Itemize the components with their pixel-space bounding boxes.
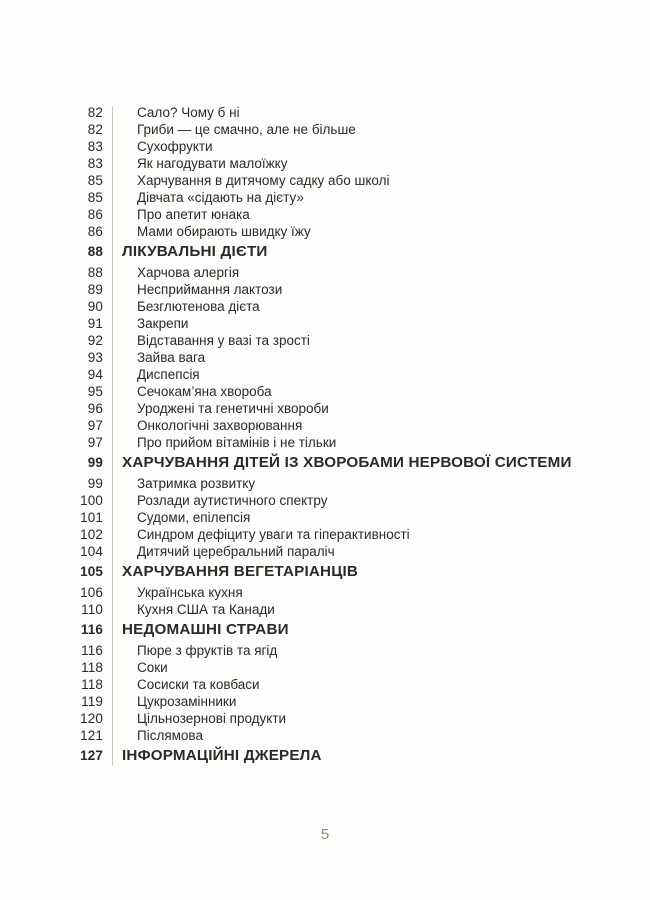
toc-entry-title: Українська кухня	[137, 585, 243, 600]
toc-entry-page-number: 110	[81, 602, 103, 617]
toc-entry-title: Цукрозамінники	[137, 694, 237, 709]
toc-entry-page-number: 101	[80, 510, 103, 525]
toc-entry-page-number: 119	[81, 694, 103, 709]
toc-entry-title: ХАРЧУВАННЯ ДІТЕЙ ІЗ ХВОРОБАМИ НЕРВОВОЇ СИСТЕМИ	[122, 454, 572, 471]
toc-entry-page-number: 91	[87, 316, 103, 331]
toc-entry-page-number: 97	[87, 418, 103, 433]
toc-section-heading[interactable]	[0, 240, 650, 264]
toc-entry-title: ЛІКУВАЛЬНІ ДІЄТИ	[122, 243, 268, 260]
toc-entry-title: Безглютенова дієта	[137, 299, 260, 314]
toc-entry[interactable]	[0, 601, 650, 618]
toc-entry-title: Затримка розвитку	[137, 476, 256, 491]
toc-entry[interactable]	[0, 509, 650, 526]
toc-entry[interactable]	[0, 332, 650, 349]
toc-entry-page-number: 88	[87, 244, 103, 259]
toc-entry-page-number: 82	[87, 122, 103, 137]
toc-entry-page-number: 116	[80, 622, 103, 637]
toc-entry-title: Післямова	[137, 728, 203, 743]
toc-entry-page-number: 99	[87, 476, 103, 491]
toc-entry[interactable]	[0, 642, 650, 659]
toc-entry-title: Харчування в дитячому садку або школі	[137, 173, 390, 188]
toc-entry-page-number: 90	[87, 299, 103, 314]
toc-entry-title: Судоми, епілепсія	[137, 510, 251, 525]
toc-section-heading[interactable]	[0, 744, 650, 768]
toc-entry-title: Диспепсія	[137, 367, 200, 382]
toc-entry[interactable]	[0, 104, 650, 121]
toc-entry-title: Дитячий церебральний параліч	[137, 544, 335, 559]
toc-entry[interactable]	[0, 223, 650, 240]
toc-entry[interactable]	[0, 315, 650, 332]
toc-entry-page-number: 86	[87, 224, 103, 239]
toc-entry-page-number: 83	[87, 139, 103, 154]
toc-entry-page-number: 118	[81, 677, 103, 692]
toc-entry-title: Синдром дефіциту уваги та гіперактивності	[137, 527, 410, 542]
toc-entry-page-number: 96	[87, 401, 103, 416]
toc-entry-page-number: 92	[87, 333, 103, 348]
toc-entry-title: Як нагодувати малоїжку	[137, 156, 288, 171]
toc-entry[interactable]	[0, 383, 650, 400]
toc-entry[interactable]	[0, 366, 650, 383]
toc-entry-page-number: 100	[80, 493, 103, 508]
toc-section-heading[interactable]	[0, 560, 650, 584]
toc-entry-title: ХАРЧУВАННЯ ВЕГЕТАРІАНЦІВ	[122, 563, 359, 580]
toc-entry[interactable]	[0, 417, 650, 434]
page-number-folio: 5	[320, 826, 330, 843]
toc-entry-title: Цільнозернові продукти	[137, 711, 287, 726]
toc-entry[interactable]	[0, 727, 650, 744]
toc-entry-title: Про прийом вітамінів і не тільки	[137, 435, 337, 450]
toc-entry-page-number: 85	[87, 173, 103, 188]
toc-entry[interactable]	[0, 206, 650, 223]
toc-entry-title: Пюре з фруктів та ягід	[137, 643, 278, 658]
toc-section-heading[interactable]	[0, 451, 650, 475]
toc-entry-title: Сало? Чому б ні	[137, 105, 240, 120]
toc-entry[interactable]	[0, 526, 650, 543]
toc-entry-page-number: 97	[87, 435, 103, 450]
toc-entry-title: Гриби — це смачно, але не більше	[137, 122, 356, 137]
toc-entry-page-number: 85	[87, 190, 103, 205]
toc-entry[interactable]	[0, 434, 650, 451]
toc-entry-title: Уроджені та генетичні хвороби	[137, 401, 329, 416]
toc-entry-page-number: 116	[81, 643, 103, 658]
toc-entry-title: Мами обирають швидку їжу	[137, 224, 311, 239]
toc-entry-page-number: 89	[87, 282, 103, 297]
toc-entry-page-number: 82	[87, 105, 103, 120]
toc-entry-title: Сосиски та ковбаси	[137, 677, 260, 692]
toc-entry-page-number: 120	[80, 711, 103, 726]
toc-entry-page-number: 118	[81, 660, 103, 675]
toc-entry-page-number: 83	[87, 156, 103, 171]
toc-entry-title: ІНФОРМАЦІЙНІ ДЖЕРЕЛА	[122, 747, 322, 764]
toc-entry-title: Кухня США та Канади	[137, 602, 275, 617]
toc-entry-title: Розлади аутистичного спектру	[137, 493, 328, 508]
toc-entry-title: Дівчата «сідають на дієту»	[137, 190, 304, 205]
toc-section-heading[interactable]	[0, 618, 650, 642]
toc-entry-title: Онкологічні захворювання	[137, 418, 303, 433]
toc-entry-page-number: 106	[80, 585, 103, 600]
toc-entry-title: Соки	[137, 660, 168, 675]
toc-entry[interactable]	[0, 172, 650, 189]
toc-entry-title: Сухофрукти	[137, 139, 213, 154]
toc-entry[interactable]	[0, 281, 650, 298]
toc-entry-page-number: 88	[87, 265, 103, 280]
toc-entry[interactable]	[0, 475, 650, 492]
toc-entry[interactable]	[0, 155, 650, 172]
toc-entry[interactable]	[0, 349, 650, 366]
toc-entry[interactable]	[0, 189, 650, 206]
toc-entry[interactable]	[0, 264, 650, 281]
toc-entry-page-number: 99	[87, 455, 103, 470]
toc-entry-title: Про апетит юнака	[137, 207, 250, 222]
toc-entry-page-number: 94	[87, 367, 103, 382]
toc-entry-title: Несприймання лактози	[137, 282, 283, 297]
toc-entry-title: Зайва вага	[137, 350, 206, 365]
toc-entry-page-number: 105	[80, 564, 103, 579]
toc-entry-page-number: 104	[80, 544, 103, 559]
toc-entry-page-number: 86	[87, 207, 103, 222]
toc-entry-title: Сечокам’яна хвороба	[137, 384, 272, 399]
vertical-divider-rule	[112, 106, 113, 766]
toc-entry-page-number: 121	[80, 728, 103, 743]
toc-entry[interactable]	[0, 492, 650, 509]
toc-entry-title: Харчова алергія	[137, 265, 240, 280]
toc-entry-list	[0, 104, 650, 768]
toc-entry-page-number: 102	[80, 527, 103, 542]
toc-entry-title: Відставання у вазі та зрості	[137, 333, 310, 348]
toc-entry-page-number: 127	[80, 748, 103, 763]
toc-entry-title: Закрепи	[137, 316, 189, 331]
toc-entry[interactable]	[0, 584, 650, 601]
toc-entry[interactable]	[0, 138, 650, 155]
toc-entry[interactable]	[0, 693, 650, 710]
toc-entry[interactable]	[0, 298, 650, 315]
toc-entry-title: НЕДОМАШНІ СТРАВИ	[122, 621, 289, 638]
toc-entry-page-number: 93	[87, 350, 103, 365]
toc-entry[interactable]	[0, 543, 650, 560]
toc-entry-page-number: 95	[87, 384, 103, 399]
toc-entry[interactable]	[0, 676, 650, 693]
toc-entry[interactable]	[0, 121, 650, 138]
toc-entry[interactable]	[0, 400, 650, 417]
toc-entry[interactable]	[0, 659, 650, 676]
toc-entry[interactable]	[0, 710, 650, 727]
table-of-contents	[0, 104, 650, 768]
